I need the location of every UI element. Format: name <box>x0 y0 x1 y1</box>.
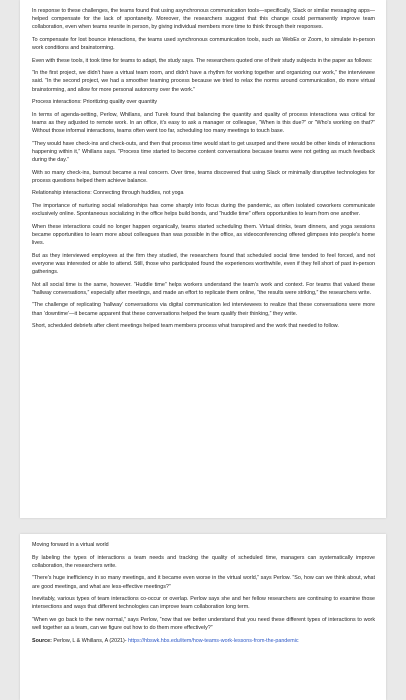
paragraph: To compensate for lost bounce interactions, the teams used synchronous communication tools, such as WebEx or Zoom, to simulate in-person work conditions and brainstorming. <box>32 36 375 51</box>
paragraph: When these interactions could no longer happen organically, teams started scheduling them. Virtual drinks, team dinners, and yoga sessions became opportunities to learn more about colleagues than was possible in the office, as videoconferencing offered glimpses into people's home lives. <box>32 223 375 247</box>
quote-paragraph: “There's huge inefficiency in so many meetings, and it became even worse in the virtual world,” says Perlow. “So, how can we think about, what are good meetings, and what are less-effective meetings?” <box>32 575 375 590</box>
section-heading: Relationship interactions: Connecting through huddles, not yoga <box>32 190 184 197</box>
paragraph: Inevitably, various types of team interactions co-occur or overlap. Perlow says she and her fellow researchers are continuing to examine those intersections and ways that different technologies can improve team collaboration long term. <box>32 596 375 611</box>
quote-paragraph: “The challenge of replicating ‘hallway’ conversations via digital communication led interviewees to realize that these conversations were more than ‘downtime’—it became apparent that these conversations helped the team qualify their thinking,” they write. <box>32 302 375 317</box>
section-heading: Moving forward in a virtual world <box>32 542 109 548</box>
document-page-2 <box>20 534 386 700</box>
quote-paragraph: “When we go back to the new normal,” says Perlow, “now that we better understand that you need these different types of interactions to work well together as a team, can we figure out how to do them more effectively?” <box>32 617 375 632</box>
paragraph: In response to these challenges, the teams found that using asynchronous communication tools—specifically, Slack or similar messaging apps—helped compensate for the lack of spontaneity. Moreover, the researchers suggest that this change could permanently improve team collaboration, even when teams reunite in person, by giving individual members more time to think through their responses. <box>32 8 375 31</box>
paragraph: By labeling the types of interactions a team needs and tracking the quality of scheduled time, managers can systematically improve collaboration, the researchers write. <box>32 554 375 569</box>
paragraph: Not all social time is the same, however. “Huddle time” helps workers understand the team's work and context. For teams that valued these “hallway conversations,” especially after meetings, and made an effort to replicate them online, “the results were striking,” the researchers write. <box>32 281 375 296</box>
document-page-1 <box>20 0 386 518</box>
source-citation: Perlow, L & Whillans, A (2021)- <box>53 637 127 644</box>
paragraph: But as they interviewed employees at the firm they studied, the researchers found that scheduled social time tended to feel forced, and not everyone was interested or able to attend. Still, those who participated found the experiences worthwhile, even if they fell short of past in-person gatherings. <box>32 252 375 275</box>
page-1-text <box>20 0 386 330</box>
paragraph: With so many check-ins, burnout became a real concern. Over time, teams discovered that using Slack or minimally disruptive technologies for process questions helped them achieve balance. <box>32 169 375 184</box>
quote-paragraph: “In the first project, we didn't have a virtual team room, and didn't have a rhythm for working together and organizing our work,” the interviewee said. “In the second project, we had a smoother teaming process because we tried to relax the norms around communication, do more virtual brainstorming, and allow for more personal autonomy over the work.” <box>32 70 375 93</box>
paragraph: Even with these tools, it took time for teams to adapt, the study says. The researchers quoted one of their study subjects in the paper as follows: <box>32 57 373 64</box>
paragraph: The importance of nurturing social relationships has come sharply into focus during the pandemic, as often isolated coworkers communicate exclusively online. Spontaneous socializing in the office helps build bonds, and “huddle time” offers opportunities to learn from one another. <box>32 203 375 218</box>
quote-paragraph: “They would have check-ins and check-outs, and then that process time would start to get usurped and there would be other kinds of interactions happening within it,” Whillans says. “Process time started to become content conversations because teams were not getting as much feedback during the day.” <box>32 140 375 163</box>
paragraph: Short, scheduled debriefs after client meetings helped team members process what transpired and the work that needed to follow. <box>32 323 339 330</box>
paragraph: In terms of agenda-setting, Perlow, Whillans, and Turek found that balancing the quantity and quality of process interactions was critical for teams as they adjusted to remote work. In an office, it's easy to ask a manager or colleague, “When is this due?” or “Who's working on that?” Without those informal interactions, teams often went too far, scheduling too many meetings to touch base. <box>32 111 375 135</box>
page-2-text <box>20 534 386 645</box>
source-line <box>32 637 375 645</box>
source-link[interactable]: https://hbswk.hbs.edu/item/how-teams-work-lessons-from-the-pandemic <box>128 637 299 644</box>
section-heading: Process interactions: Prioritizing quality over quantity <box>32 99 158 106</box>
source-label: Source: <box>32 637 52 644</box>
